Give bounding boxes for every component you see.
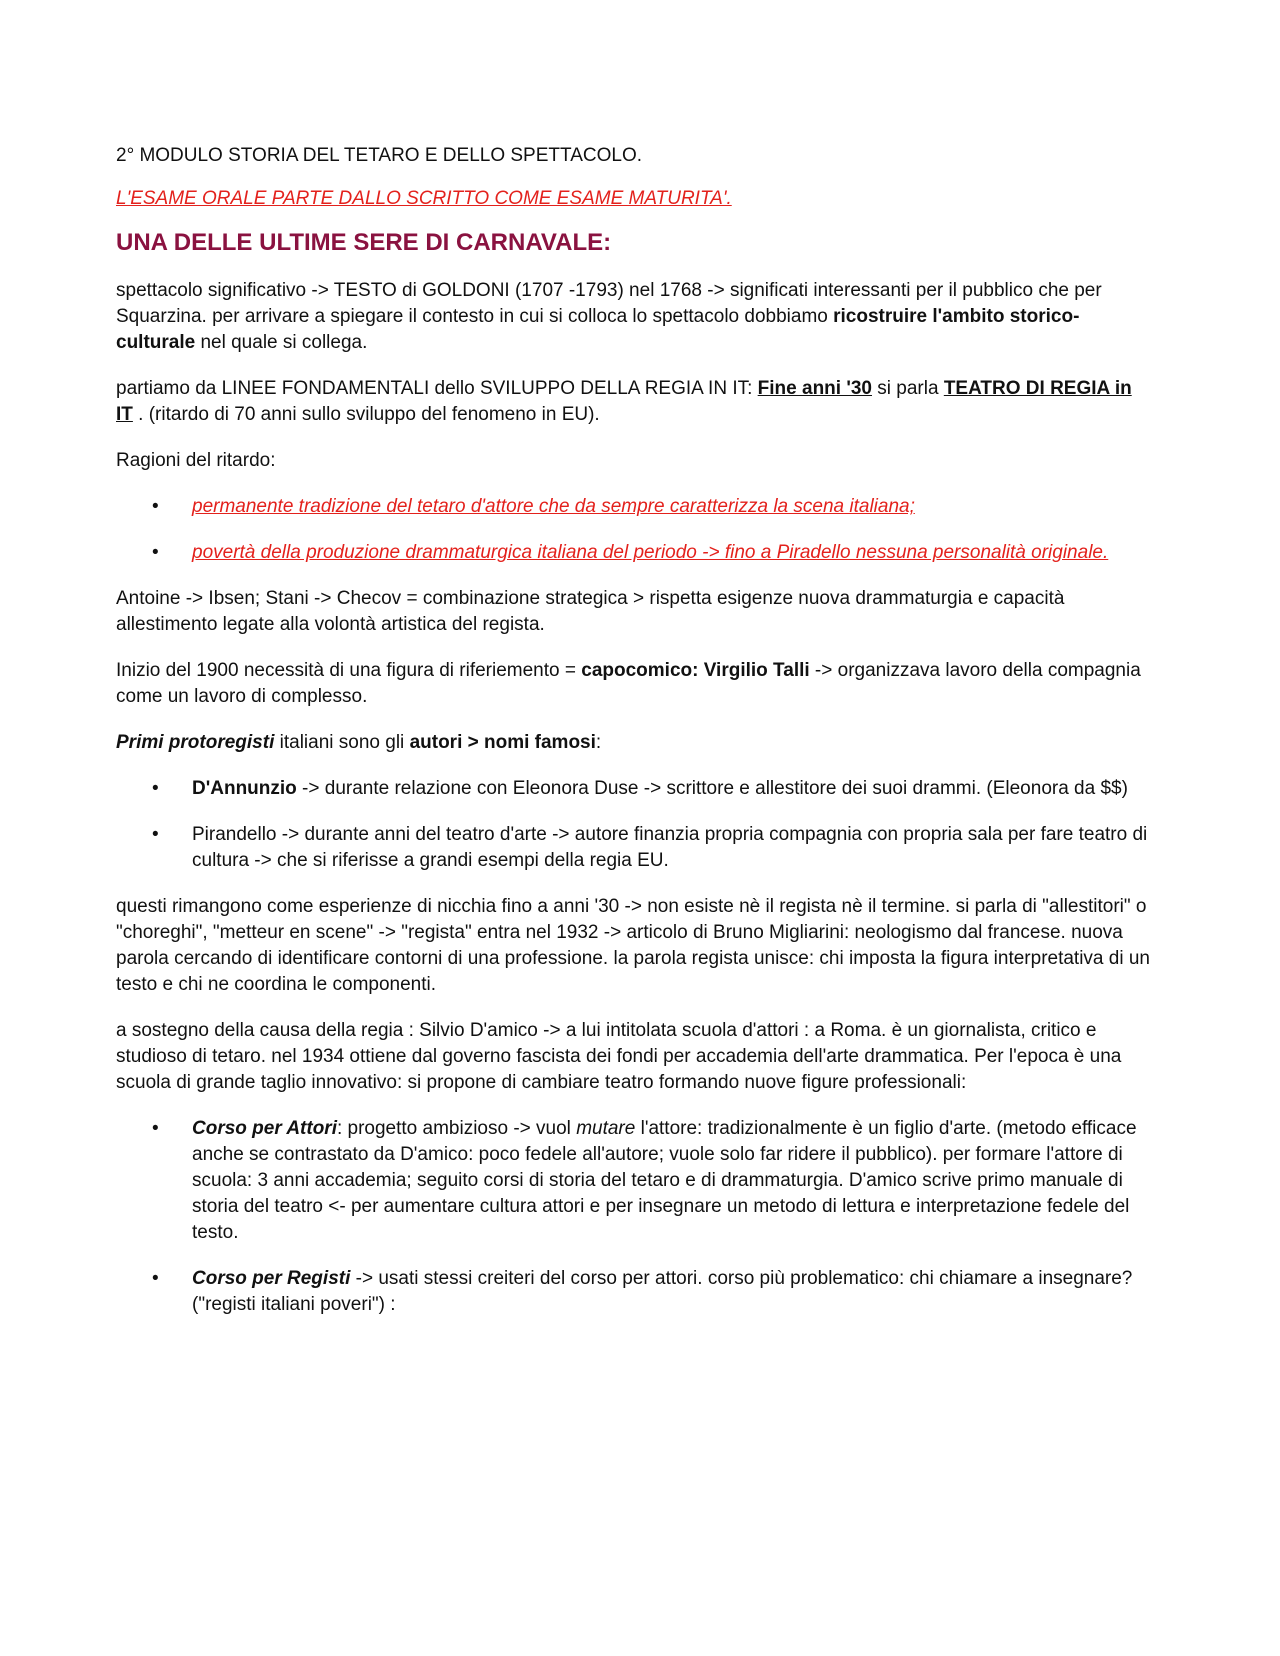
- bullet-icon: •: [152, 1118, 159, 1139]
- bold-phrase: autori > nomi famosi: [409, 732, 596, 753]
- bullet-icon: •: [152, 1268, 159, 1289]
- bold-underlined-phrase: TEATRO DI REGIA in IT: [116, 378, 1132, 425]
- paragraph-ragioni: Ragioni del ritardo:: [116, 450, 276, 471]
- section-title: UNA DELLE ULTIME SERE DI CARNAVALE:: [116, 229, 612, 256]
- list-item: • permanente tradizione del tetaro d'attore che da sempre caratterizza la scena italiana;: [116, 494, 1150, 520]
- bold-italic-phrase: Primi protoregisti: [116, 732, 275, 753]
- paragraph-capocomico: Inizio del 1900 necessità di una figura di riferiemento = capocomico: Virgilio Talli -> organizzava lavoro della compagnia come un lavoro di complesso.: [116, 660, 1141, 707]
- reasons-list: [116, 494, 1150, 566]
- list-item: • Pirandello -> durante anni del teatro d'arte -> autore finanzia propria compagnia con propria sala per fare teatro di cultura -> che si riferisse a grandi esempi della regia EU.: [152, 824, 1148, 871]
- authors-list: [116, 776, 1150, 874]
- bullet-icon: •: [152, 542, 159, 563]
- list-item: • Corso per Registi -> usati stessi creiteri del corso per attori. corso più problematico: chi chiamare a insegnare? ("registi italiani poveri") :: [152, 1268, 1133, 1315]
- bold-underlined-phrase: Fine anni '30: [757, 378, 872, 399]
- exam-note: L'ESAME ORALE PARTE DALLO SCRITTO COME ESAME MATURITA'.: [116, 188, 732, 209]
- bold-phrase: ricostruire l'ambito storico-culturale: [116, 306, 1080, 353]
- list-item: • Corso per Attori: progetto ambizioso -> vuol mutare l'attore: tradizionalmente è un figlio d'arte. (metodo efficace anche se contrastato da D'amico: poco fedele all'autore; vuole solo far ridere il pubblico). per formare l'attore di scuola: 3 anni accademia; seguito corsi di storia del tetaro e di drammaturgia. D'amico scrive primo manuale di storia del teatro <- per aumentare cultura attori e per insegnare un metodo di lettura e interpretazione fedele del testo.: [152, 1118, 1137, 1243]
- module-title: 2° MODULO STORIA DEL TETARO E DELLO SPETTACOLO.: [116, 145, 643, 166]
- paragraph-goldoni: spettacolo significativo -> TESTO di GOLDONI (1707 -1793) nel 1768 -> significati interessanti per il pubblico che per Squarzina. per arrivare a spiegare il contesto in cui si colloca lo spettacolo dobbiamo ricostruire l'ambito storico-culturale nel quale si collega.: [116, 280, 1102, 353]
- bullet-icon: •: [152, 824, 159, 845]
- paragraph-protoregisti: Primi protoregisti italiani sono gli autori > nomi famosi:: [116, 732, 602, 753]
- bullet-icon: •: [152, 496, 159, 517]
- courses-list: [116, 1116, 1150, 1318]
- list-item: • D'Annunzio -> durante relazione con Eleonora Duse -> scrittore e allestitore dei suoi drammi. (Eleonora da $$): [116, 776, 1150, 802]
- paragraph-nicchia: questi rimangono come esperienze di nicchia fino a anni '30 -> non esiste nè il regista nè il termine. si parla di "allestitori" o "choreghi", "metteur en scene" -> "regista" entra nel 1932 -> articolo di Bruno Migliarini: neologismo dal francese. nuova parola cercando di identificare contorni di una professione. la parola regista unisce: chi imposta la figura interpretativa di un testo e chi ne coordina le componenti.: [116, 896, 1150, 995]
- list-item: • povertà della produzione drammaturgica italiana del periodo -> fino a Piradello nessuna personalità originale.: [116, 540, 1150, 566]
- bullet-icon: •: [152, 778, 159, 799]
- bold-phrase: capocomico: Virgilio Talli: [581, 660, 810, 681]
- paragraph-linee: partiamo da LINEE FONDAMENTALI dello SVILUPPO DELLA REGIA IN IT: Fine anni '30 si parla TEATRO DI REGIA in IT . (ritardo di 70 anni sullo sviluppo del fenomeno in EU).: [116, 378, 1132, 425]
- paragraph-antoine: Antoine -> Ibsen; Stani -> Checov = combinazione strategica > rispetta esigenze nuova drammaturgia e capacità allestimento legate alla volontà artistica del regista.: [116, 588, 1065, 635]
- paragraph-damico: a sostegno della causa della regia : Silvio D'amico -> a lui intitolata scuola d'attori : a Roma. è un giornalista, critico e studioso di tetaro. nel 1934 ottiene dal governo fascista dei fondi per accademia dell'arte drammatica. Per l'epoca è una scuola di grande taglio innovativo: si propone di cambiare teatro formando nuove figure professionali:: [116, 1020, 1122, 1093]
